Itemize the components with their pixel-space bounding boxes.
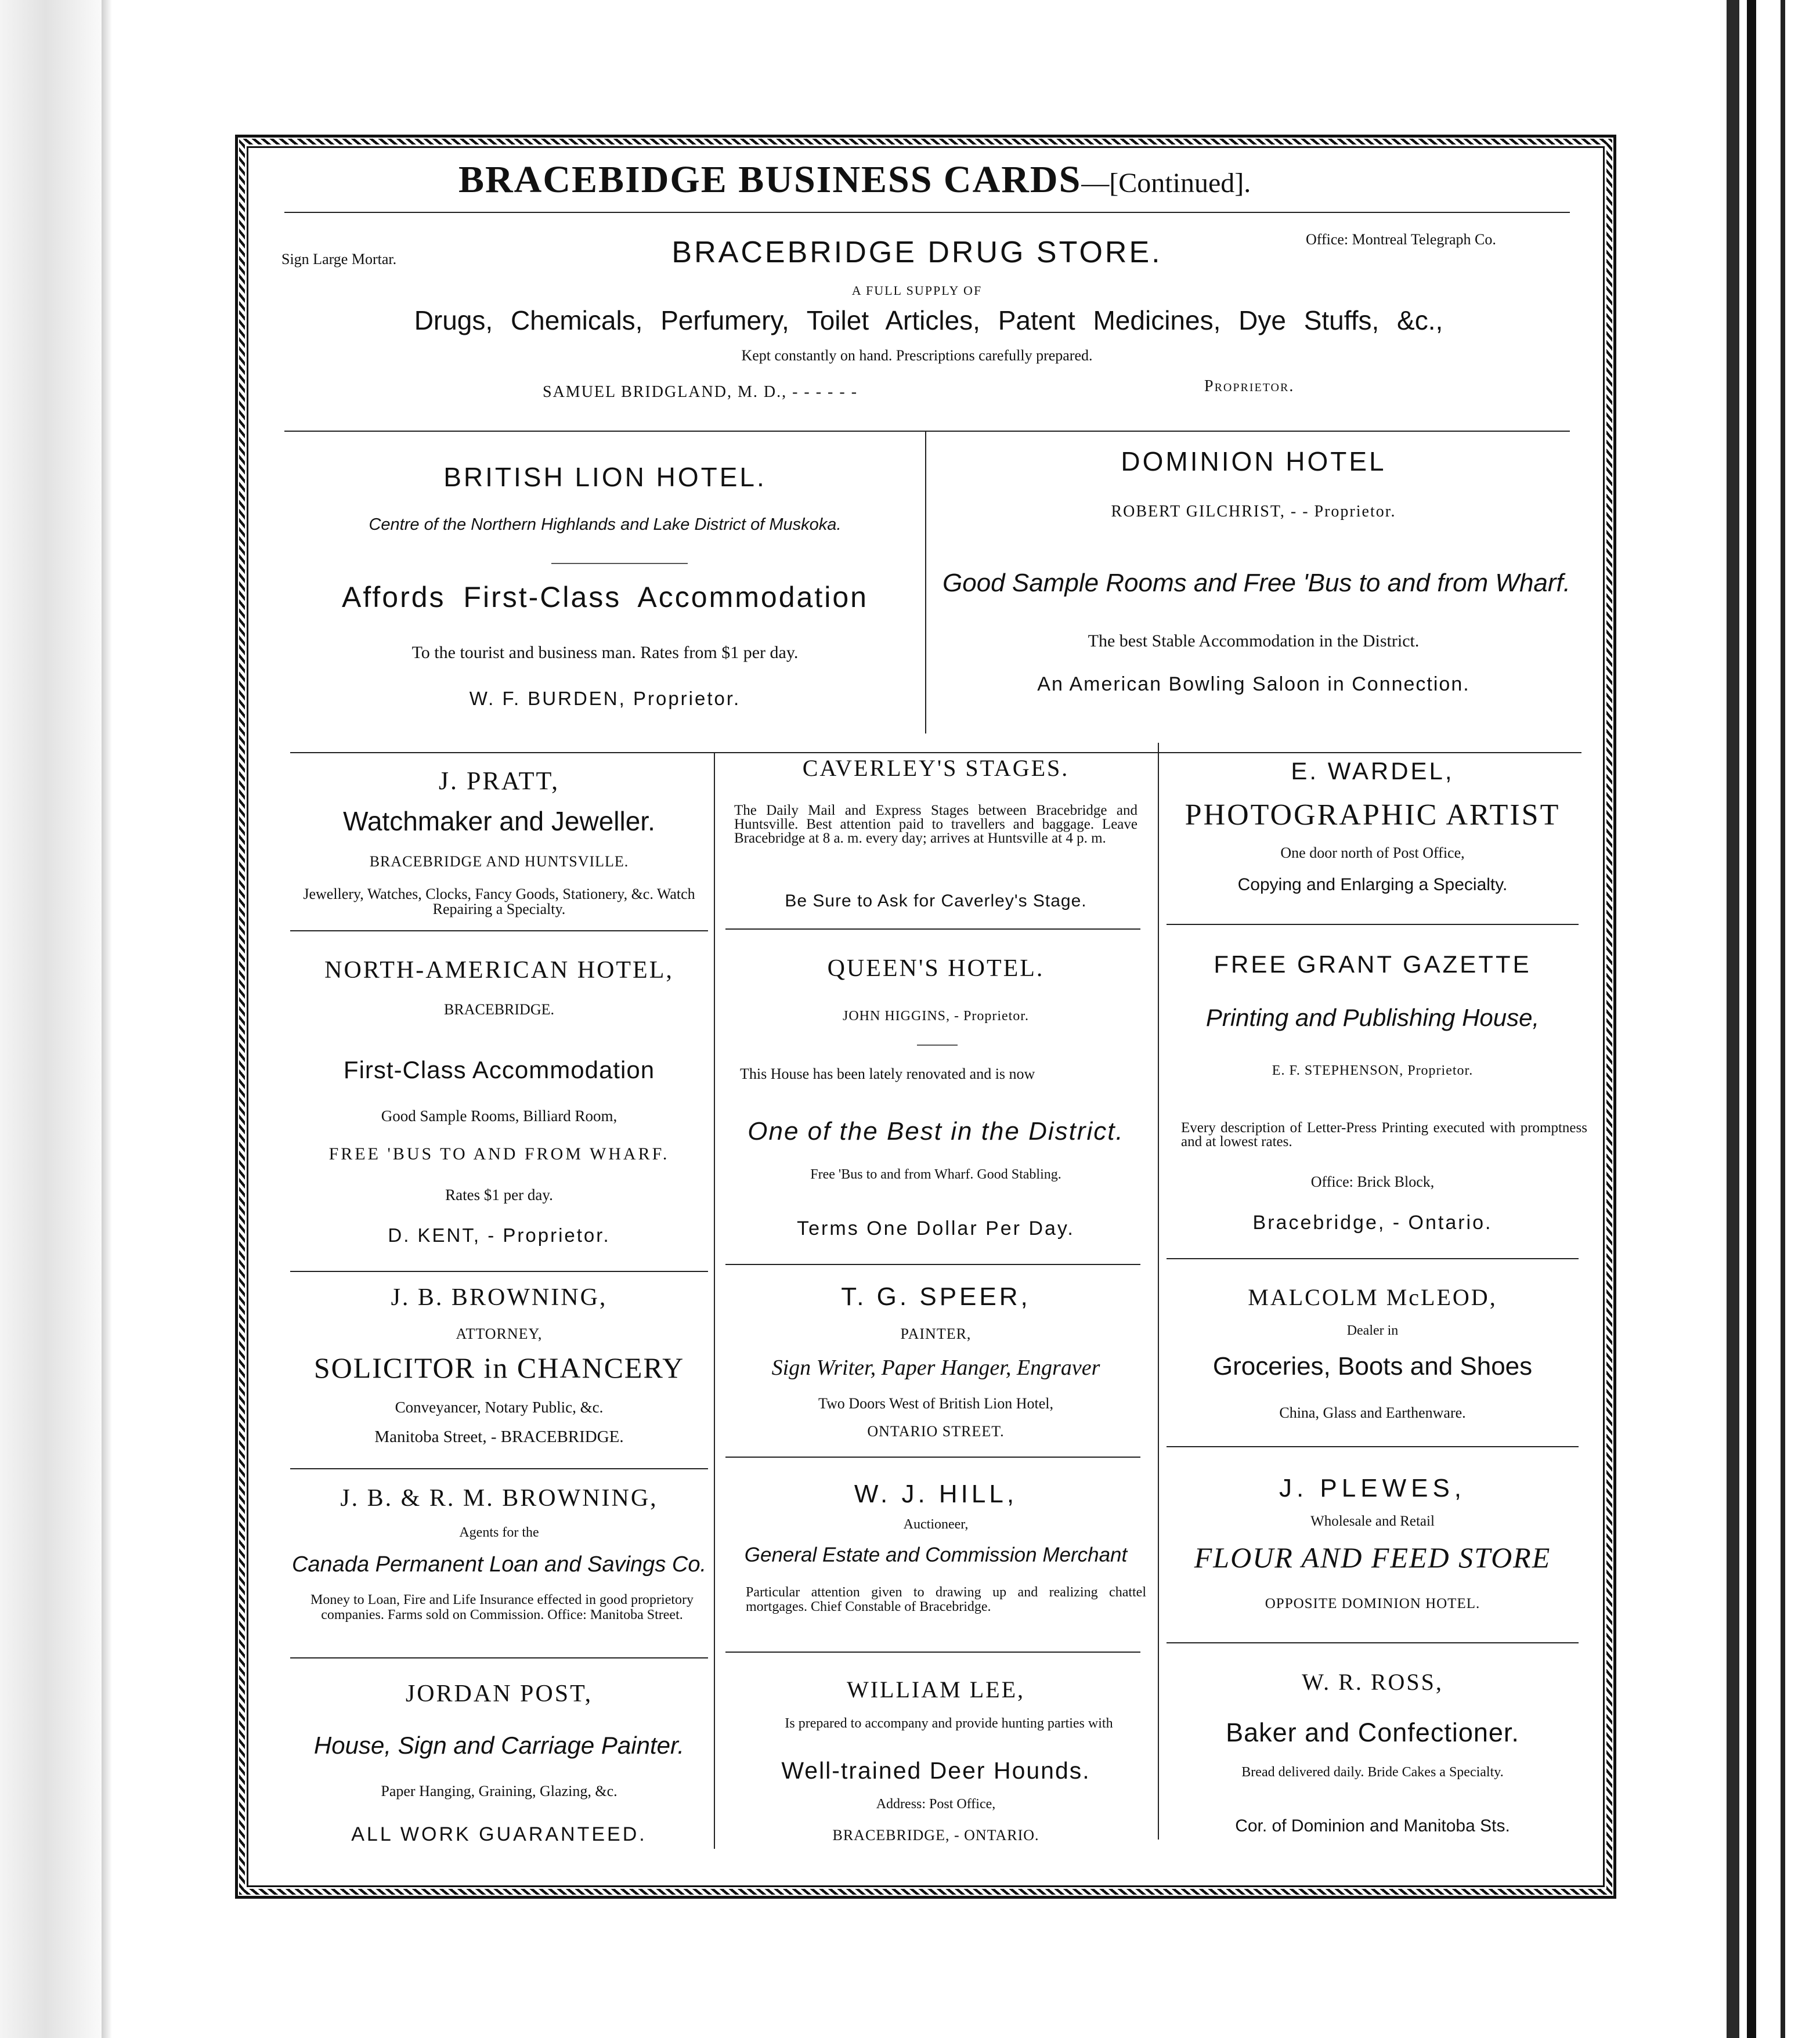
dominion-headline: Good Sample Rooms and Free 'Bus to and from Wharf. [943, 569, 1570, 597]
speer-rule [725, 1457, 1140, 1458]
jordan-post-foot: ALL WORK GUARANTEED. [351, 1823, 647, 1845]
speer-addr: Two Doors West of British Lion Hotel, [818, 1395, 1054, 1412]
wardel-title: PHOTOGRAPHIC ARTIST [1185, 798, 1561, 832]
jb-browning-addr: Manitoba Street, - BRACEBRIDGE. [374, 1428, 624, 1446]
queens-owner: JOHN HIGGINS, - Proprietor. [843, 1009, 1029, 1024]
north-american-headline: First-Class Accommodation [343, 1056, 655, 1083]
gazette-rule [1167, 1258, 1579, 1259]
jb-browning-title: SOLICITOR in CHANCERY [313, 1352, 685, 1384]
caverley-name: CAVERLEY'S STAGES. [802, 755, 1070, 781]
north-american-rates: Rates $1 per day. [445, 1186, 553, 1204]
lee-title: Well-trained Deer Hounds. [781, 1757, 1090, 1784]
ross-addr: Cor. of Dominion and Manitoba Sts. [1235, 1816, 1510, 1835]
speer-name: T. G. SPEER, [841, 1282, 1031, 1311]
pratt-body: Jewellery, Watches, Clocks, Fancy Goods, Stationery, &c. Watch Repairing a Specialty. [303, 886, 695, 917]
speer-title: Sign Writer, Paper Hanger, Engraver [771, 1356, 1100, 1380]
queens-headline: One of the Best in the District. [748, 1117, 1124, 1146]
column-divider-right [1158, 743, 1159, 1840]
drug-office: Office: Montreal Telegraph Co. [1306, 231, 1496, 248]
wardel-rule [1167, 924, 1579, 925]
jbrm-browning-title: Canada Permanent Loan and Savings Co. [291, 1552, 707, 1577]
pratt-place: BRACEBRIDGE AND HUNTSVILLE. [369, 853, 629, 870]
plewes-title: FLOUR AND FEED STORE [1194, 1541, 1551, 1574]
right-page-bar [1747, 0, 1756, 2038]
hill-role: Auctioneer, [903, 1517, 969, 1532]
lee-place: BRACEBRIDGE, - ONTARIO. [832, 1827, 1039, 1844]
hill-title: General Estate and Commission Merchant [744, 1544, 1128, 1566]
north-american-place: BRACEBRIDGE. [444, 1001, 554, 1018]
british-lion-rule [551, 563, 688, 564]
hill-rule [725, 1652, 1140, 1653]
dominion-name: DOMINION HOTEL [1121, 446, 1386, 476]
plewes-rule [1167, 1642, 1579, 1643]
pratt-rule [290, 930, 708, 931]
wardel-addr: One door north of Post Office, [1280, 844, 1465, 861]
jbrm-browning-name: J. B. & R. M. BROWNING, [340, 1485, 658, 1512]
dominion-stable: The best Stable Accommodation in the District. [1088, 631, 1420, 651]
drug-role: Proprietor. [1204, 377, 1295, 395]
jbrm-browning-role: Agents for the [459, 1525, 539, 1540]
plewes-role: Wholesale and Retail [1310, 1513, 1435, 1529]
jordan-post-title: House, Sign and Carriage Painter. [313, 1732, 685, 1759]
mcleod-name: MALCOLM McLEOD, [1248, 1284, 1497, 1310]
speer-role: PAINTER, [900, 1325, 972, 1342]
british-lion-owner: W. F. BURDEN, Proprietor. [469, 688, 741, 709]
lee-name: WILLIAM LEE, [846, 1676, 1025, 1703]
drug-items: Drugs, Chemicals, Perfumery, Toilet Articles, Patent Medicines, Dye Stuffs, &c., [414, 305, 1443, 335]
gazette-office: Office: Brick Block, [1310, 1173, 1435, 1190]
gazette-name: FREE GRANT GAZETTE [1214, 951, 1532, 978]
mcleod-title: Groceries, Boots and Shoes [1212, 1352, 1533, 1381]
drug-owner: SAMUEL BRIDGLAND, M. D., - - - - - - [543, 383, 858, 401]
pratt-title: Watchmaker and Jeweller. [343, 806, 655, 836]
pratt-name: J. PRATT, [438, 767, 560, 795]
british-lion-name: BRITISH LION HOTEL. [443, 462, 767, 492]
drug-store-name: BRACEBRIDGE DRUG STORE. [671, 236, 1162, 269]
jordan-post-body: Paper Hanging, Graining, Glazing, &c. [381, 1783, 618, 1799]
spine-shadow [102, 0, 112, 2038]
drug-sign: Sign Large Mortar. [281, 251, 397, 268]
jordan-post-name: JORDAN POST, [405, 1681, 593, 1707]
gazette-owner: E. F. STEPHENSON, Proprietor. [1272, 1063, 1474, 1078]
ross-name: W. R. ROSS, [1302, 1669, 1443, 1695]
north-american-owner: D. KENT, - Proprietor. [388, 1224, 611, 1246]
column-divider-left [714, 752, 715, 1849]
jb-browning-rule [290, 1468, 708, 1469]
drug-bottom-rule [284, 431, 1570, 432]
hill-body: Particular attention given to drawing up and realizing chattel mortgages. Chief Constable of Bracebridge. [746, 1585, 1146, 1614]
plewes-addr: OPPOSITE DOMINION HOTEL. [1265, 1596, 1480, 1611]
hotels-divider [925, 432, 926, 733]
drug-supply: A FULL SUPPLY OF [851, 283, 983, 298]
mcleod-rule [1167, 1446, 1579, 1447]
queens-body: This House has been lately renovated and is now [740, 1065, 1035, 1082]
north-american-rule [290, 1271, 708, 1272]
queens-short-rule [917, 1045, 958, 1046]
caverley-foot: Be Sure to Ask for Caverley's Stage. [785, 891, 1087, 910]
north-american-name: NORTH-AMERICAN HOTEL, [324, 957, 674, 984]
lee-addr: Address: Post Office, [876, 1797, 996, 1812]
drug-kept: Kept constantly on hand. Prescriptions carefully prepared. [741, 347, 1093, 364]
speer-street: ONTARIO STREET. [867, 1423, 1005, 1440]
wardel-name: E. WARDEL, [1291, 757, 1454, 785]
right-page-edge [1727, 0, 1739, 2038]
north-american-rooms: Good Sample Rooms, Billiard Room, [381, 1107, 618, 1125]
plewes-name: J. PLEWES, [1279, 1474, 1467, 1502]
mcleod-role: Dealer in [1346, 1323, 1399, 1338]
mcleod-body: China, Glass and Earthenware. [1279, 1404, 1466, 1421]
columns-top-rule [290, 752, 1581, 753]
spine-lettering-top [35, 244, 81, 604]
right-page-line [1781, 0, 1785, 2038]
ross-body: Bread delivered daily. Bride Cakes a Specialty. [1241, 1765, 1504, 1780]
ross-title: Baker and Confectioner. [1226, 1718, 1519, 1747]
spine-lettering-bottom [35, 1335, 81, 1752]
gazette-title: Printing and Publishing House, [1205, 1004, 1540, 1031]
north-american-bus: FREE 'BUS TO AND FROM WHARF. [328, 1144, 670, 1163]
dominion-bowling: An American Bowling Saloon in Connection. [1037, 673, 1470, 695]
jb-browning-role: ATTORNEY, [456, 1325, 543, 1342]
dominion-owner: ROBERT GILCHRIST, - - Proprietor. [1111, 503, 1396, 521]
wardel-foot: Copying and Enlarging a Specialty. [1237, 875, 1508, 894]
jbrm-browning-rule [290, 1657, 708, 1658]
queens-bus: Free 'Bus to and from Wharf. Good Stabling. [810, 1167, 1061, 1182]
british-lion-rates: To the tourist and business man. Rates from $1 per day. [411, 643, 799, 662]
caverley-body: The Daily Mail and Express Stages between Bracebridge and Huntsville. Best attention paid to travellers and baggage. Leave Bracebridge at 8 a. m. every day; arrives at Huntsville at 4 p. m. [734, 803, 1138, 846]
header-title: BRACEBIDGE BUSINESS CARDS [458, 158, 1082, 201]
page-header [458, 158, 1445, 210]
jbrm-browning-body: Money to Loan, Fire and Life Insurance effected in good proprietory companies. Farms sold on Commission. Office: Manitoba Street. [310, 1592, 694, 1623]
queens-terms: Terms One Dollar Per Day. [797, 1217, 1075, 1240]
british-lion-tagline: Centre of the Northern Highlands and Lake District of Muskoka. [369, 515, 842, 534]
header-continued: —[Continued]. [1081, 168, 1251, 198]
jb-browning-body: Conveyancer, Notary Public, &c. [395, 1399, 604, 1416]
gazette-place: Bracebridge, - Ontario. [1252, 1212, 1493, 1234]
hill-name: W. J. HILL, [854, 1480, 1018, 1508]
queens-name: QUEEN'S HOTEL. [827, 955, 1045, 982]
queens-rule [725, 1264, 1140, 1265]
gazette-body: Every description of Letter-Press Printing executed with promptness and at lowest rates. [1181, 1120, 1587, 1150]
lee-body: Is prepared to accompany and provide hunting parties with [785, 1716, 1113, 1731]
british-lion-headline: Affords First-Class Accommodation [342, 581, 868, 613]
jb-browning-name: J. B. BROWNING, [391, 1284, 608, 1311]
caverley-rule [725, 928, 1140, 930]
header-rule [284, 212, 1570, 213]
